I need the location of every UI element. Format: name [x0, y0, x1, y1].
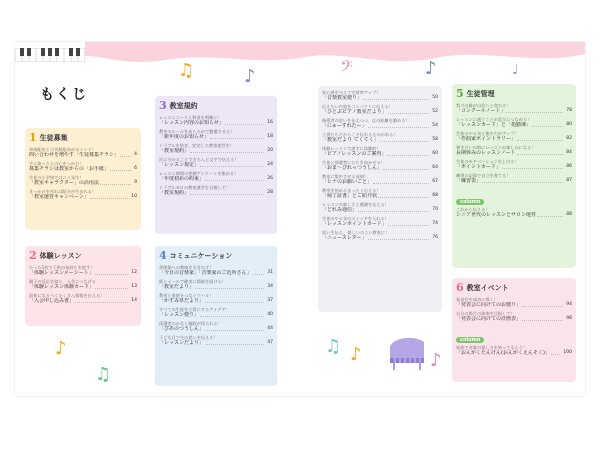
section-title: 体験レッスン [39, 251, 82, 260]
page-number: 40 [267, 312, 273, 317]
section-title: 生徒募集 [39, 133, 68, 142]
music-note-icon: ♫ [178, 60, 195, 81]
entry-label: 「ポイントカード」 [456, 164, 501, 170]
page-number: 50 [432, 95, 438, 100]
toc-entry[interactable] [159, 293, 273, 304]
section-box [452, 278, 576, 382]
page-number: 94 [566, 302, 572, 307]
page-number: 18 [267, 134, 273, 139]
section-title: 教室イベント [466, 283, 509, 292]
toc-entry[interactable] [322, 174, 438, 185]
music-note-icon: ♫ [95, 364, 112, 385]
toc-entry[interactable] [29, 147, 137, 158]
entry-label: 「レッスンカード」と「指勤簿」 [456, 122, 531, 128]
music-note-icon: ♩ [512, 62, 519, 78]
toc-entry[interactable] [322, 188, 438, 199]
continued-entries [318, 86, 442, 312]
entry-label: 「年度初めの約束」 [159, 176, 205, 182]
toc-entry[interactable] [29, 161, 137, 172]
entry-desc: 子供たちだからこそ伝わるものがある！ [322, 132, 398, 137]
toc-entry[interactable] [322, 132, 438, 143]
page-number: 6 [134, 166, 137, 171]
entry-label: 募集チラシは教室からの「お手紙」 [29, 166, 110, 172]
page-number: 13 [131, 284, 137, 289]
section-title: 生徒管理 [466, 89, 495, 98]
entry-desc: 教室のルールをあらためて整備させる！ [159, 129, 235, 134]
page-number: 84 [566, 150, 572, 155]
toc-entry[interactable] [322, 104, 438, 115]
entry-desc: 発表会を成功に導く！ [456, 297, 498, 302]
page-number: 67 [432, 179, 438, 184]
toc-entry[interactable] [159, 157, 273, 168]
entry-desc: 弾き合いの時にレッスンが楽しみになる！ [456, 145, 536, 150]
entry-label: 「体験レッスンメーシート」 [29, 270, 94, 276]
page-number: 34 [267, 284, 273, 289]
toc-entry[interactable] [456, 159, 572, 170]
toc-entry[interactable] [322, 146, 438, 157]
toc-entry[interactable] [456, 173, 572, 184]
toc-entry[interactable] [322, 202, 438, 213]
page-number: 12 [131, 270, 137, 275]
entry-label: 「作曲家ポイントラリー」 [456, 136, 517, 142]
entry-desc: たった1枚で子供の気持ちを促す！ [29, 265, 95, 270]
entry-desc: 紙とメールで確実に情報を届ける！ [159, 279, 226, 284]
entry-label: 「コンクールノート」 [456, 108, 506, 114]
entry-label: 「おんがくたんけん(おんがくえんそく)」 [456, 350, 550, 356]
page-number: 20 [267, 148, 273, 153]
entry-desc: 安心感を与えて定着率アップ！ [322, 90, 381, 95]
entry-label: 「ピアノレッスンのご案内」 [322, 151, 387, 157]
page-title: もくじ [40, 87, 88, 103]
section-number: 6 [456, 281, 464, 294]
entry-desc: すべての生徒を立役にするアイデア！ [159, 307, 230, 312]
music-note-icon: ♪ [55, 338, 67, 359]
column-entry[interactable] [456, 188, 572, 218]
entry-label: 「教室だより てくてく」 [322, 137, 379, 143]
toc-entry[interactable] [159, 335, 273, 346]
entry-desc: 指導者の思いを伝えつつ、広の距離を縮める！ [322, 118, 410, 123]
toc-entry[interactable] [159, 185, 273, 196]
entry-desc: 教室に集中させる深刻！ [322, 174, 369, 179]
toc-entry[interactable] [456, 131, 572, 142]
entry-label: 「レッスンポイントカード」 [322, 221, 387, 227]
grand-piano-icon [386, 334, 428, 372]
toc-entry[interactable] [456, 145, 572, 156]
entry-desc: きっかけを作れば紹介が生まれる！ [29, 189, 97, 194]
entry-desc: これから伝える！ [456, 207, 490, 212]
page-number: 47 [267, 340, 273, 345]
entry-desc: 保護者のかなと親睦が得られる！ [159, 321, 222, 326]
entry-desc: トラブルを防ぎ、安定した教室運営を！ [159, 143, 235, 148]
toc-entry[interactable] [29, 293, 137, 304]
music-note-icon: ♪ [430, 350, 442, 371]
entry-desc: 生徒のやる気と集中力がアップ！ [456, 131, 519, 136]
toc-entry[interactable] [322, 118, 438, 129]
page-number: 74 [432, 221, 438, 226]
music-note-icon: ♪ [350, 344, 362, 365]
piano-keys-icon [15, 48, 85, 62]
entry-label: 「音楽教室便り」 [322, 95, 363, 101]
page-number: 28 [267, 190, 273, 195]
entry-label: 「にゅーすれたー」 [322, 123, 367, 129]
section-number: 5 [456, 87, 464, 100]
section-title: コミュニケーション [169, 251, 233, 260]
page-number: 52 [432, 109, 438, 114]
entry-label: 「教室規約」 [159, 190, 190, 196]
toc-entry[interactable] [29, 175, 137, 186]
entry-desc: レッスンコースと料金を明確に！ [159, 115, 222, 120]
entry-label: 「練習表」 [456, 178, 482, 184]
page-number: 58 [432, 137, 438, 142]
pink-wave-decoration [15, 42, 585, 82]
section-number: 4 [159, 249, 167, 262]
entry-desc: レッスンの楽しさと感謝を伝える！ [322, 202, 389, 207]
entry-desc: 生徒のモチベーションを上げる！ [456, 159, 519, 164]
page-number: 76 [432, 235, 438, 240]
toc-entry[interactable] [322, 216, 438, 227]
entry-label: 「ニュースレター」 [322, 235, 367, 241]
entry-label: 「レッスンだより」 [159, 340, 204, 346]
entry-label: 「おま〜ぴれっつうしん」 [322, 165, 383, 171]
toc-entry[interactable] [159, 143, 273, 154]
toc-entry[interactable] [159, 171, 273, 182]
entry-label: 「どれみ通信」 [322, 207, 358, 213]
page-number: 26 [267, 176, 273, 181]
entry-desc: レッスン時間の把握アンケートを集める！ [159, 171, 239, 176]
music-note-icon: ♪ [425, 58, 437, 79]
toc-entry[interactable] [322, 90, 438, 101]
page-number: 14 [131, 298, 137, 303]
entry-desc: 生徒と保護者にたちを向かせる！ [322, 160, 385, 165]
section-number: 3 [159, 99, 167, 112]
page-number: 64 [432, 165, 438, 170]
entry-label: 「体験レッスン体験カード」 [29, 284, 94, 290]
toc-entry[interactable] [456, 311, 572, 322]
section-box [25, 246, 141, 326]
page-number: 10 [131, 194, 137, 199]
toc-entry[interactable] [322, 160, 438, 171]
entry-desc: 生徒の小学校で口コミ発生！ [29, 175, 84, 180]
entry-label: 問い合わせを増やす「生徒募集チラシ」 [29, 152, 120, 158]
entry-desc: 教室と家庭をつなぐツール！ [159, 293, 214, 298]
entry-label: 「ひとぷピアノ教室だより」 [322, 109, 387, 115]
page-number: 87 [566, 178, 572, 183]
entry-label: 「レッスン規定」 [159, 162, 199, 168]
toc-entry[interactable] [159, 279, 273, 290]
entry-desc: 手に取った人の心をつかむ！ [29, 161, 84, 166]
column-badge: column [456, 337, 484, 343]
entry-desc: 次に分かることできちんと文字で伝える！ [159, 157, 239, 162]
toc-entry[interactable] [29, 189, 137, 200]
section-title: 教室規約 [169, 101, 198, 110]
page-number: 16 [267, 120, 273, 125]
page-number: 44 [267, 326, 273, 331]
entry-label: 「入会申し込み書」 [29, 298, 75, 304]
toc-entry[interactable] [29, 265, 137, 276]
entry-label: 「レッスン便り」 [159, 312, 199, 318]
entry-desc: レッスンに通うことが喜びにつながる！ [456, 117, 532, 122]
entry-desc: 教室を始めるまったく伝える！ [322, 188, 381, 193]
page-number: 54 [432, 123, 438, 128]
page-number: 88 [566, 212, 572, 217]
entry-label: 「ぴあのつうしん」 [159, 326, 205, 332]
page-number: 100 [563, 350, 572, 355]
page-number: 98 [566, 316, 572, 321]
section-box [155, 246, 277, 386]
toc-entry[interactable] [456, 103, 572, 114]
page-number: 68 [432, 193, 438, 198]
entry-desc: 最初になるべくたくさん情報を伝える！ [29, 293, 105, 298]
entry-label: 「今日の音楽家」「音楽家のご近所さん」 [159, 270, 252, 276]
entry-label: 「教室規約」 [159, 148, 190, 154]
entry-desc: 季節節への興味を引き出す！ [159, 265, 214, 270]
entry-label: 「ヒナのお願いごと」 [322, 179, 373, 185]
entry-label: 「教室キャラクター」の活用法 [29, 180, 99, 186]
entry-label: 「帰了証書」とご紹介状 [322, 193, 378, 199]
page-number: 86 [566, 164, 572, 169]
section-box [452, 84, 576, 268]
entry-desc: トラブルゼロの教室運営を目指して！ [159, 185, 231, 190]
column-badge: column [456, 199, 484, 205]
section-number: 2 [29, 249, 37, 262]
page-number: 24 [267, 162, 273, 167]
page-number: 60 [432, 151, 438, 156]
entry-desc: 子ども目で生の思いを伝える！ [159, 335, 218, 340]
toc-entry[interactable] [159, 265, 273, 276]
entry-desc: 短い生伝え、楽しいのよい教室に！ [322, 230, 390, 235]
entry-label: 「新年度のお知らせ」 [159, 134, 209, 140]
entry-desc: 家族で音楽の楽しさを知ってもらう！ [456, 345, 528, 350]
column-entry[interactable] [456, 326, 572, 356]
toc-entry[interactable] [159, 321, 273, 332]
page-number: 70 [432, 207, 438, 212]
page-number: 37 [267, 298, 273, 303]
entry-label: 「教室運営キャンペーン」 [29, 194, 89, 200]
entry-desc: 練習の記録で自立を育てる！ [456, 173, 511, 178]
toc-entry[interactable] [159, 115, 273, 126]
entry-desc: 体験レッスンで課すに体験的！ [322, 146, 381, 151]
entry-desc: 伝えたい内容をコンパクトに伝える！ [322, 104, 393, 109]
entry-desc: 自分の都合の演奏を目指して！ [456, 311, 515, 316]
toc-entry[interactable] [159, 129, 273, 140]
entry-desc: 親子の反応を知り、入会につなげる [29, 279, 96, 284]
page-number: 78 [566, 108, 572, 113]
entry-label: 「発表会に向けてのお便り」 [456, 302, 522, 308]
section-box [155, 96, 277, 234]
entry-label: シニア世代のレッスンとサロン運営 [456, 212, 536, 218]
toc-entry[interactable] [29, 279, 137, 290]
toc-entry[interactable] [159, 307, 273, 318]
entry-label: 「レッスン内容のお知らせ」 [159, 120, 224, 126]
section-box [25, 128, 141, 230]
entry-label: 「教室だより」 [159, 284, 195, 290]
toc-entry[interactable] [456, 297, 572, 308]
entry-label: 「かすみ草だより」 [159, 298, 205, 304]
page-number: 31 [267, 270, 273, 275]
section-number: 1 [29, 131, 37, 144]
entry-label: 「発表会に向けての計画表」 [456, 316, 522, 322]
page-number: 80 [566, 122, 572, 127]
entry-desc: 生徒のやる気のスイッチを入れる！ [322, 216, 389, 221]
entry-desc: 努力の跡が自信へと変わる！ [456, 103, 511, 108]
bass-clef-icon: 𝄢 [340, 56, 353, 80]
toc-entry[interactable] [322, 230, 438, 241]
entry-desc: 単純配布と日刊紙配布がポイント！ [29, 147, 97, 152]
page-number: 9 [134, 180, 137, 185]
entry-label: 長期休みのレッスンノート [456, 150, 516, 156]
page-number: 82 [566, 136, 572, 141]
page-number: 4 [134, 152, 137, 157]
music-note-icon: ♫ [325, 336, 342, 357]
toc-entry[interactable] [456, 117, 572, 128]
music-note-icon: ♪ [244, 66, 256, 87]
